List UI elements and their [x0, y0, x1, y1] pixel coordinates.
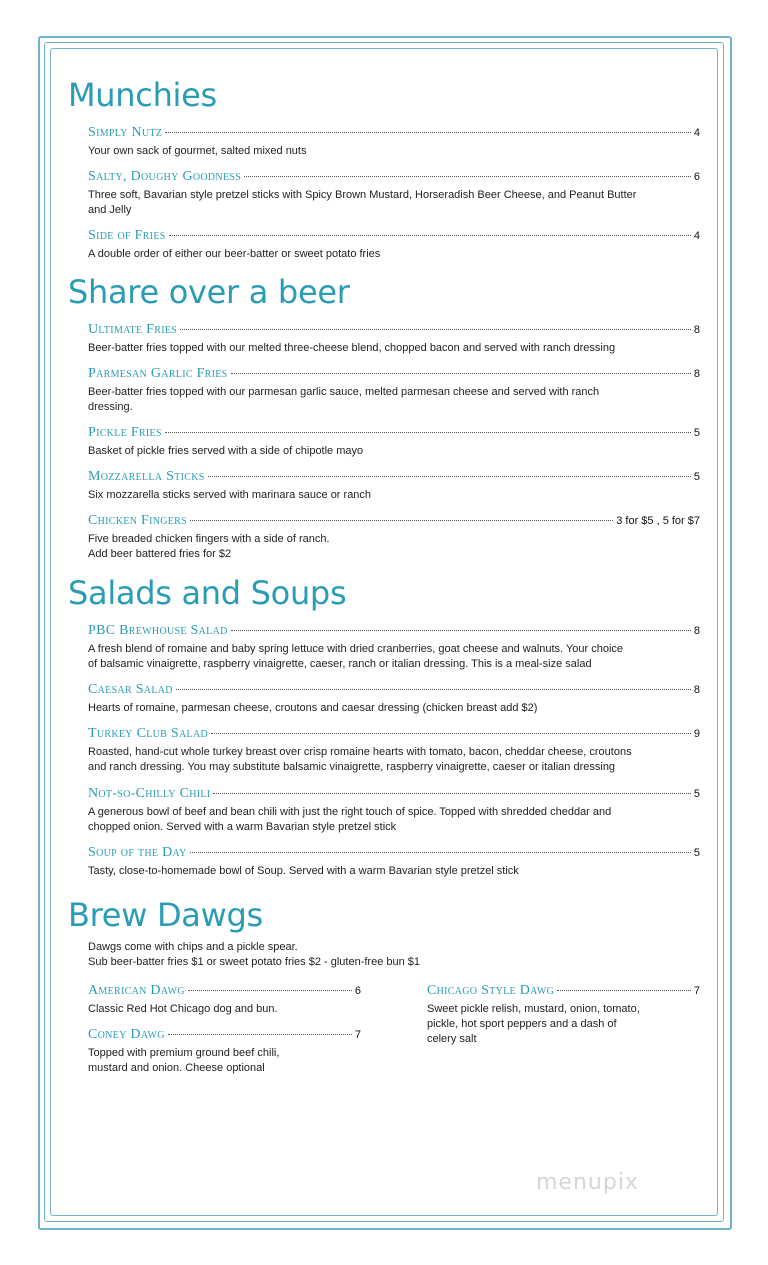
item-name: Parmesan Garlic Fries	[88, 366, 228, 381]
item-name: Pickle Fries	[88, 425, 162, 440]
menu-item	[88, 228, 700, 262]
item-desc: A fresh blend of romaine and baby spring lettuce with dried cranberries, goat cheese and walnuts. Your choice	[88, 643, 624, 655]
menu-item	[88, 726, 700, 775]
dawgs-note	[88, 940, 420, 970]
menu-item	[88, 786, 700, 835]
menu-item	[88, 366, 700, 415]
item-desc: mustard and onion. Cheese optional	[88, 1062, 265, 1074]
menu-item	[88, 125, 700, 159]
item-price: 8	[693, 625, 700, 637]
note-line: Dawgs come with chips and a pickle spear.	[88, 941, 298, 953]
item-price: 6	[693, 171, 700, 183]
item-price: 5	[693, 847, 700, 859]
item-name: Salty, Doughy Goodness	[88, 169, 242, 184]
item-price: 8	[693, 684, 700, 696]
menu-item	[88, 623, 700, 672]
item-desc: Six mozzarella sticks served with marinara sauce or ranch	[88, 489, 372, 501]
item-desc: Your own sack of gourmet, salted mixed nuts	[88, 145, 307, 157]
menu-item	[88, 845, 700, 879]
item-desc: and Jelly	[88, 204, 132, 216]
item-name: Side of Fries	[88, 228, 166, 243]
section-title-brew-dawgs: Brew Dawgs	[68, 896, 263, 934]
menu-item	[427, 983, 700, 1047]
item-desc: of balsamic vinaigrette, raspberry vinaigrette, caeser, ranch or italian dressing. This is a meal-size salad	[88, 658, 592, 670]
item-price: 3 for $5 , 5 for $7	[616, 515, 700, 527]
item-name: Mozzarella Sticks	[88, 469, 205, 484]
item-price: 8	[693, 324, 700, 336]
item-name: Ultimate Fries	[88, 322, 178, 337]
item-desc: dressing.	[88, 401, 133, 413]
item-desc: Add beer battered fries for $2	[88, 548, 232, 560]
item-desc: Basket of pickle fries served with a side of chipotle mayo	[88, 445, 364, 457]
item-price: 4	[693, 230, 700, 242]
menu-item	[88, 322, 700, 356]
item-price: 5	[693, 471, 700, 483]
item-name: Chicago Style Dawg	[427, 983, 555, 998]
menu-item	[88, 469, 700, 503]
item-name: Not-so-Chilly Chili	[88, 786, 211, 801]
section-title-salads: Salads and Soups	[68, 574, 347, 612]
item-name: Soup of the Day	[88, 845, 187, 860]
item-price: 4	[693, 127, 700, 139]
note-line: Sub beer-batter fries $1 or sweet potato fries $2 - gluten-free bun $1	[88, 956, 421, 968]
watermark: menupix	[536, 1170, 639, 1195]
menu-item	[88, 169, 700, 218]
item-name: Coney Dawg	[88, 1027, 165, 1042]
item-price: 5	[693, 427, 700, 439]
item-desc: Hearts of romaine, parmesan cheese, croutons and caesar dressing (chicken breast add $2)	[88, 702, 538, 714]
item-name: PBC Brewhouse Salad	[88, 623, 228, 638]
item-price: 6	[354, 985, 361, 997]
menu-item	[88, 682, 700, 716]
item-desc: Sweet pickle relish, mustard, onion, tomato,	[427, 1003, 640, 1015]
item-desc: Roasted, hand-cut whole turkey breast over crisp romaine hearts with tomato, bacon, cheddar cheese, croutons	[88, 746, 632, 758]
item-desc: chopped onion. Served with a warm Bavarian style pretzel stick	[88, 821, 397, 833]
item-name: American Dawg	[88, 983, 185, 998]
item-desc: Tasty, close-to-homemade bowl of Soup. Served with a warm Bavarian style pretzel stick	[88, 865, 519, 877]
item-name: Chicken Fingers	[88, 513, 188, 528]
item-name: Simply Nutz	[88, 125, 163, 140]
item-name: Caesar Salad	[88, 682, 173, 697]
item-desc: and ranch dressing. You may substitute balsamic vinaigrette, raspberry vinaigrette, caeser or italian dressing	[88, 761, 616, 773]
item-desc: A generous bowl of beef and bean chili with just the right touch of spice. Topped with shredded cheddar and	[88, 806, 612, 818]
item-desc: A double order of either our beer-batter or sweet potato fries	[88, 248, 381, 260]
item-name: Turkey Club Salad	[88, 726, 208, 741]
menu-item	[88, 425, 700, 459]
item-desc: Topped with premium ground beef chili,	[88, 1047, 280, 1059]
menu-item	[88, 983, 361, 1017]
item-desc: Classic Red Hot Chicago dog and bun.	[88, 1003, 278, 1015]
item-desc: Beer-batter fries topped with our melted three-cheese blend, chopped bacon and served with ranch dressing	[88, 342, 616, 354]
menu-item	[88, 513, 700, 562]
item-price: 7	[354, 1029, 361, 1041]
item-price: 8	[693, 368, 700, 380]
menu-item	[88, 1027, 361, 1076]
section-title-share: Share over a beer	[68, 273, 350, 311]
item-desc: Five breaded chicken fingers with a side of ranch.	[88, 533, 330, 545]
item-price: 9	[693, 728, 700, 740]
item-price: 7	[693, 985, 700, 997]
item-desc: Beer-batter fries topped with our parmesan garlic sauce, melted parmesan cheese and served with ranch	[88, 386, 600, 398]
item-price: 5	[693, 788, 700, 800]
item-desc: pickle, hot sport peppers and a dash of	[427, 1018, 617, 1030]
section-title-munchies: Munchies	[68, 76, 217, 114]
item-desc: Three soft, Bavarian style pretzel sticks with Spicy Brown Mustard, Horseradish Beer Cheese, and Peanut Butter	[88, 189, 637, 201]
item-desc: celery salt	[427, 1033, 477, 1045]
